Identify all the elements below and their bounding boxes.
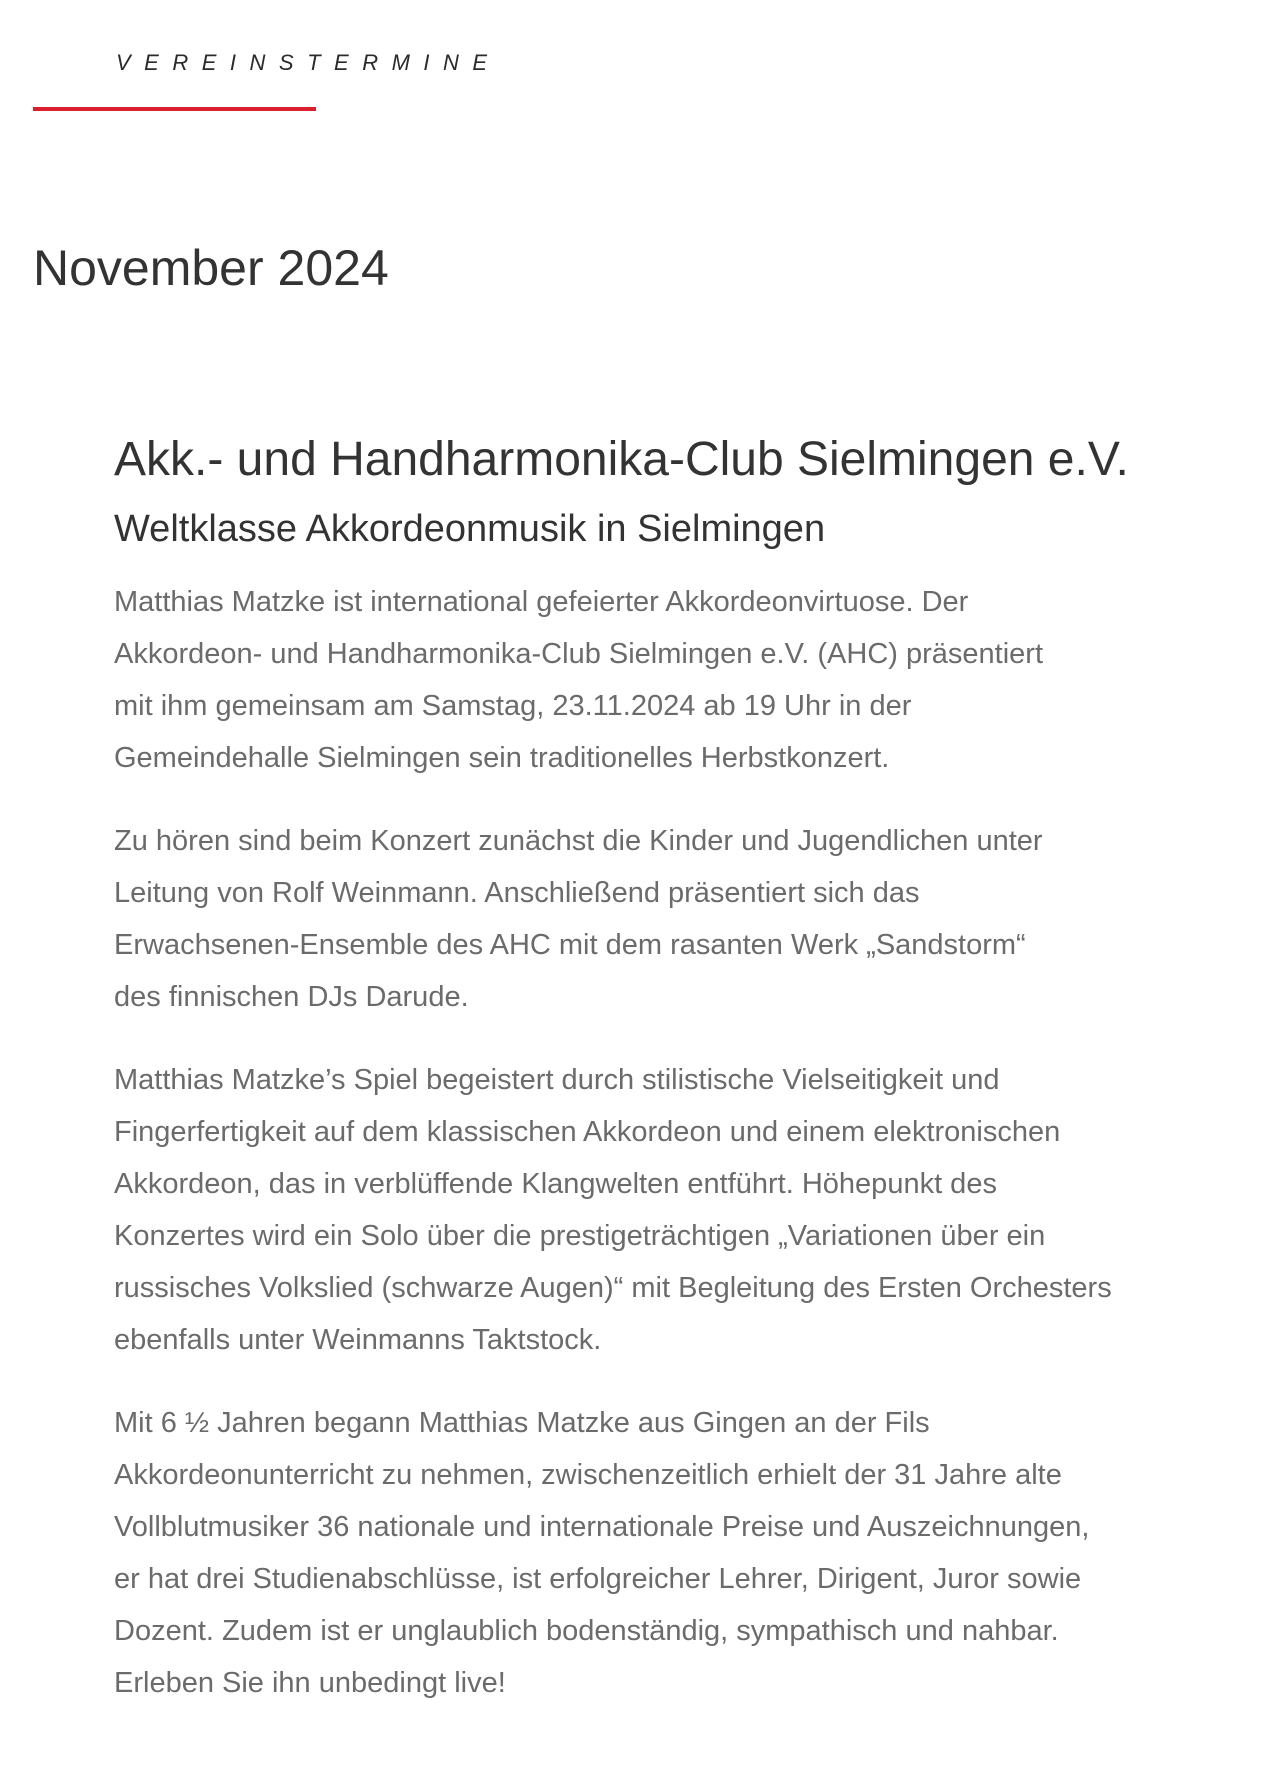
paragraph-line: Matthias Matzke’s Spiel begeistert durch stilistische Vielseitigkeit und (114, 1064, 1000, 1096)
paragraph-line: russisches Volkslied (schwarze Augen)“ mit Begleitung des Ersten Orchesters (114, 1272, 1112, 1304)
paragraph-line: Konzertes wird ein Solo über die prestigeträchtigen „Variationen über ein (114, 1220, 1046, 1252)
event-entry (114, 430, 1234, 1709)
paragraph-line: Fingerfertigkeit auf dem klassischen Akkordeon und einem elektronischen (114, 1116, 1061, 1148)
paragraph-line: Vollblutmusiker 36 nationale und internationale Preise und Auszeichnungen, (114, 1511, 1090, 1543)
paragraph-line: Dozent. Zudem ist er unglaublich bodenständig, sympathisch und nahbar. (114, 1615, 1059, 1647)
paragraph-line: des finnischen DJs Darude. (114, 981, 469, 1013)
paragraph-line: Erleben Sie ihn unbedingt live! (114, 1667, 506, 1699)
paragraph-line: Leitung von Rolf Weinmann. Anschließend präsentiert sich das (114, 877, 920, 909)
paragraph-biography (114, 1397, 1234, 1709)
paragraph-highlight (114, 1054, 1234, 1366)
paragraph-line: ebenfalls unter Weinmanns Taktstock. (114, 1324, 602, 1356)
paragraph-line: Akkordeon- und Handharmonika-Club Sielmingen e.V. (AHC) präsentiert (114, 638, 1044, 670)
paragraph-program (114, 815, 1234, 1023)
paragraph-line: Gemeindehalle Sielmingen sein traditionelles Herbstkonzert. (114, 742, 890, 774)
paragraph-line: Mit 6 ½ Jahren begann Matthias Matzke aus Gingen an der Fils (114, 1407, 930, 1439)
paragraph-line: mit ihm gemeinsam am Samstag, 23.11.2024 ab 19 Uhr in der (114, 690, 912, 722)
paragraph-intro (114, 576, 1234, 784)
section-label: VEREINSTERMINE (116, 50, 501, 75)
section-underline (33, 107, 316, 111)
club-name: Akk.- und Handharmonika-Club Sielmingen e.V. (114, 433, 1129, 486)
paragraph-line: er hat drei Studienabschlüsse, ist erfolgreicher Lehrer, Dirigent, Juror sowie (114, 1563, 1082, 1595)
paragraph-line: Akkordeonunterricht zu nehmen, zwischenzeitlich erhielt der 31 Jahre alte (114, 1459, 1062, 1491)
paragraph-line: Matthias Matzke ist international gefeierter Akkordeonvirtuose. Der (114, 586, 969, 618)
month-heading: November 2024 (33, 240, 389, 296)
paragraph-line: Erwachsenen-Ensemble des AHC mit dem rasanten Werk „Sandstorm“ (114, 929, 1026, 961)
paragraph-line: Zu hören sind beim Konzert zunächst die Kinder und Jugendlichen unter (114, 825, 1043, 857)
event-title: Weltklasse Akkordeonmusik in Sielmingen (114, 508, 826, 550)
paragraph-line: Akkordeon, das in verblüffende Klangwelten entführt. Höhepunkt des (114, 1168, 997, 1200)
